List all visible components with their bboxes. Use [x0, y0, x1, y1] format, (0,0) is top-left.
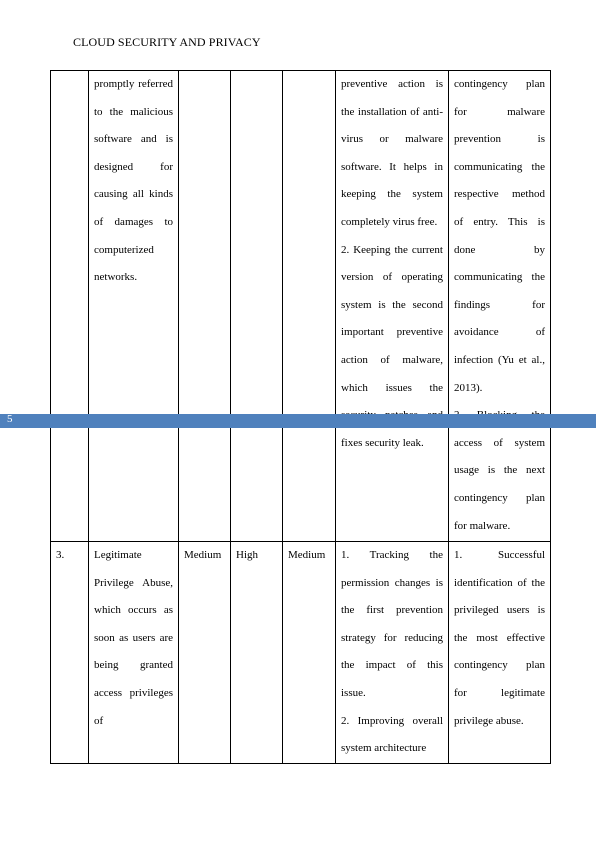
- page-number: 5: [7, 413, 13, 425]
- running-header: CLOUD SECURITY AND PRIVACY: [73, 35, 261, 49]
- table-cell-risk-level: Medium: [283, 542, 336, 764]
- table-cell-contingency: contingency plan for malware prevention is communicating the respective method of entry. This is done by communicating the findings for avoidance of infection (Yu et al., 2013). access of system usage is the next contingency plan for malware.: [449, 71, 551, 542]
- table-cell-description: Legitimate Privilege Abuse, which occurs as soon as users are being granted access privileges of: [89, 542, 179, 764]
- table-cell-risk-level: [283, 71, 336, 542]
- table-cell-likelihood: [179, 71, 231, 542]
- table-cell-description: promptly referred to the malicious software and is designed for causing all kinds of damages to computerized networks.: [89, 71, 179, 542]
- table-cell-prevention: 1. Tracking the permission changes is the first prevention strategy for reducing the impact of this issue. 2. Improving overall system architecture: [336, 542, 449, 764]
- table-cell-contingency: 1. Successful identification of the privileged users is the most effective contingency plan for legitimate privilege abuse.: [449, 542, 551, 764]
- page-number-band: [0, 414, 596, 428]
- table-cell-impact: [231, 71, 283, 542]
- table-cell-impact: High: [231, 542, 283, 764]
- table-cell-prevention: preventive action is the installation of anti-virus or malware software. It helps in keeping the system completely virus free. 2. Keeping the current version of operating system is the second important preventive action of malware, which issues the fixes security leak.: [336, 71, 449, 542]
- table-cell-number: [51, 71, 89, 542]
- table-row: [51, 71, 551, 542]
- table-row: [51, 542, 551, 764]
- table-cell-number: 3.: [51, 542, 89, 764]
- table-cell-likelihood: Medium: [179, 542, 231, 764]
